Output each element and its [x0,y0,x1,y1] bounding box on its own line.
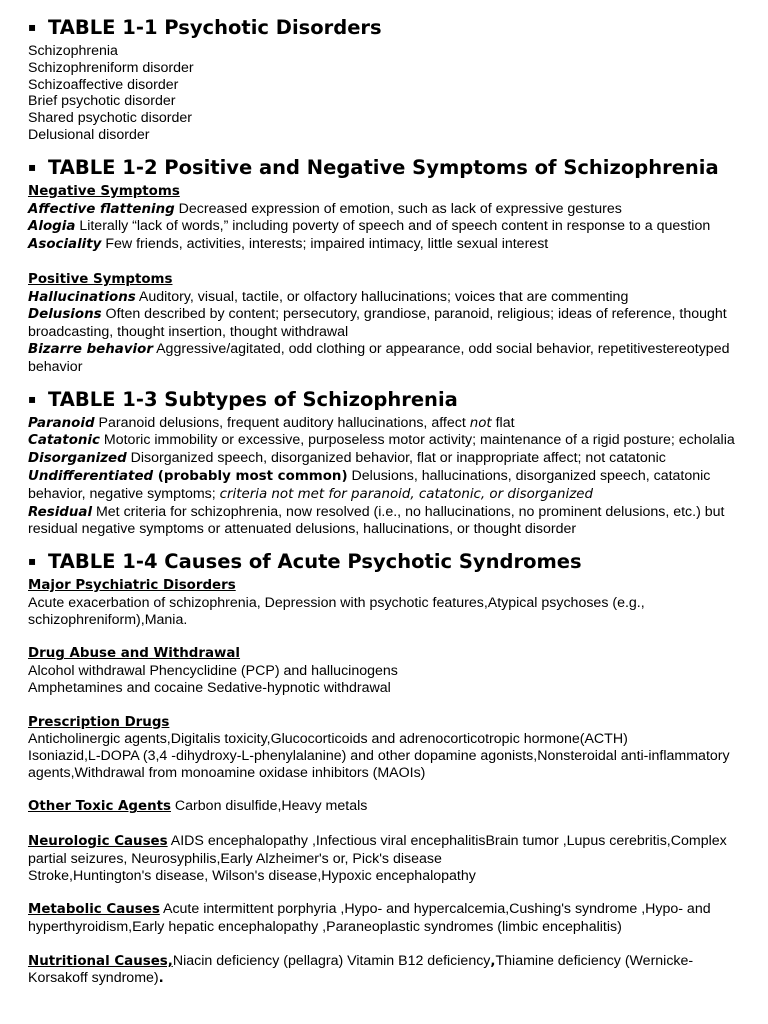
subtype-term: Residual [28,504,93,520]
cause-text: Thiamine deficiency (Wernicke-Korsakoff syndrome) [28,952,694,987]
symptom-description: Often described by content; persecutory, grandiose, paranoid, religious; ideas of reference, thought broadcasting, thought insertion, thought withdrawal [28,306,727,341]
symptom-entry [28,341,738,376]
bullet-icon: ▪ [28,554,37,569]
symptom-term: Affective flattening [28,201,175,217]
metabolic-causes-heading: Metabolic Causes [28,902,160,918]
table-1-3-title-text: TABLE 1-3 Subtypes of Schizophrenia [48,387,458,411]
cause-entry [28,833,738,868]
cause-entry [28,798,738,816]
symptom-entry [28,201,738,219]
cause-text: Acute exacerbation of schizophrenia, Depression with psychotic features,Atypical psychoses (e.g., schizophreniform),Mania. [28,594,645,628]
bullet-icon: ▪ [28,20,37,34]
symptom-description: Literally “lack of words,” including poverty of speech and of speech content in response to a question [75,218,711,235]
cause-text: AIDS encephalopathy ,Infectious viral encephalitisBrain tumor ,Lupus cerebritis,Complex partial seizures, Neurosyphilis,Early Alzheimer's or, Pick's disease [28,833,727,867]
subtype-description: Delusions, hallucinations, disorganized speech, catatonic behavior, negative symptoms; [28,467,711,502]
subtype-term: Disorganized [28,451,127,467]
subtype-description: Met criteria for schizophrenia, now resolved (i.e., no hallucinations, no prominent delusions, etc.) but residual negative symptoms or attenuated delusions, hallucinations, or thought disorder [28,503,725,538]
subtype-description: Disorganized speech, disorganized behavior, flat or inappropriate affect; not catatonic [126,450,666,467]
subtype-description-end: flat [491,414,515,431]
subtype-description: Motoric immobility or excessive, purposeless motor activity; maintenance of a rigid posture; echolalia [99,432,735,449]
table-1-1-title-text: TABLE 1-1 Psychotic Disorders [48,16,382,39]
symptom-term: Bizarre behavior [28,341,153,357]
symptom-description: Auditory, visual, tactile, or olfactory hallucinations; voices that are commenting [135,288,629,305]
symptom-entry [28,306,738,341]
table-1-4-title [28,548,738,575]
cause-text: Acute intermittent porphyria ,Hypo- and hypercalcemia,Cushing's syndrome ,Hypo- and hyperthyroidism,Early hepatic encephalopathy ,Paraneoplastic syndromes (limbic encephalitis) [28,901,711,936]
cause-text: Stroke,Huntington's disease, Wilson's disease,Hypoxic encephalopathy [28,867,476,884]
table-1-3-title [28,386,738,413]
list-item: Delusional disorder [28,126,150,143]
table-1-2-title [28,154,738,181]
cause-text: Isoniazid,L-DOPA (3,4 -dihydroxy-L-phenylalanine) and other dopamine agonists,Nonsteroidal anti-inflammatory agents,Withdrawal from monoamine oxidase inhibitors (MAOIs) [28,748,730,781]
emphasis-text: not [469,415,492,431]
symptom-description: Decreased expression of emotion, such as lack of expressive gestures [174,200,622,217]
toxic-agents-heading: Other Toxic Agents [28,799,171,815]
table-1-2-title-text: TABLE 1-2 Positive and Negative Symptoms of Schizophrenia [48,155,719,179]
symptom-description: Few friends, activities, interests; impaired intimacy, little sexual interest [101,236,549,253]
separator-comma: , [490,953,496,969]
list-item: Shared psychotic disorder [28,110,193,127]
subtype-entry [28,415,738,433]
bullet-icon: ▪ [28,159,37,174]
table-1-4 [28,548,738,988]
cause-entry [28,953,738,989]
table-1-2 [28,154,738,376]
list-item: Schizophreniform disorder [28,59,194,76]
symptom-entry [28,218,738,236]
bullet-icon: ▪ [28,391,37,406]
subtype-term: Paranoid [28,415,95,431]
subtype-term: Undifferentiated [28,468,154,484]
nutritional-causes-heading: Nutritional Causes, [28,953,173,969]
subtype-description: Paranoid delusions, frequent auditory hallucinations, affect [94,414,470,431]
list-item: Schizoaffective disorder [28,76,179,93]
major-psychiatric-heading: Major Psychiatric Disorders [28,578,236,594]
symptom-term: Alogia [28,219,76,235]
subtype-entry [28,468,738,504]
table-1-4-title-text: TABLE 1-4 Causes of Acute Psychotic Syndromes [48,550,582,574]
table-1-3 [28,386,738,539]
prescription-drugs-heading: Prescription Drugs [28,714,170,730]
subtype-entry [28,450,738,468]
cause-text: Carbon disulfide,Heavy metals [170,798,368,815]
symptom-term: Asociality [28,237,102,253]
table-1-1-title [28,14,738,41]
cause-text: Anticholinergic agents,Digitalis toxicity,Glucocorticoids and adrenocorticotropic hormone(ACTH) [28,731,628,748]
list-item: Schizophrenia [28,43,118,59]
neurologic-causes-heading: Neurologic Causes [28,834,168,850]
emphasis-text: criteria not met for paranoid, catatonic, or disorganized [219,486,593,502]
terminal-period: . [158,971,164,987]
cause-text: Amphetamines and cocaine Sedative-hypnotic withdrawal [28,679,391,696]
symptom-term: Hallucinations [28,289,136,305]
subtype-term: Catatonic [28,433,100,449]
list-item: Brief psychotic disorder [28,93,176,110]
symptom-description: Aggressive/agitated, odd clothing or appearance, odd social behavior, repetitivestereotyped behavior [28,340,730,375]
positive-symptoms-heading: Positive Symptoms [28,271,173,287]
symptom-entry [28,289,738,307]
symptom-term: Delusions [28,307,102,323]
cause-text: Niacin deficiency (pellagra) Vitamin B12 deficiency [172,952,491,969]
subtype-note: (probably most common) [153,468,348,484]
symptom-entry [28,236,738,254]
subtype-entry [28,504,738,539]
negative-symptoms-heading: Negative Symptoms [28,183,180,199]
cause-entry [28,901,738,936]
subtype-entry [28,432,738,450]
drug-abuse-heading: Drug Abuse and Withdrawal [28,646,241,662]
cause-text: Alcohol withdrawal Phencyclidine (PCP) and hallucinogens [28,663,398,680]
table-1-1 [28,14,738,144]
